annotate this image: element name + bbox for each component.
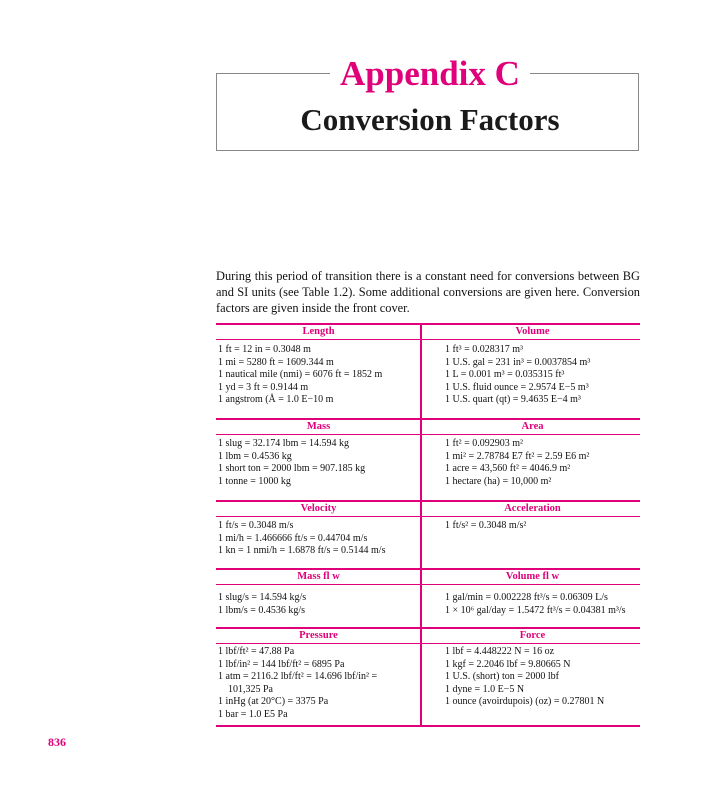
conversion-row: 1 short ton = 2000 lbm = 907.185 kg xyxy=(218,463,366,474)
appendix-label: Appendix C xyxy=(330,54,530,94)
conversion-row: 1 tonne = 1000 kg xyxy=(218,475,291,487)
conversion-row: 1 nautical mile (nmi) = 6076 ft = 1852 m xyxy=(218,369,383,380)
conversion-row: 1 mi/h = 1.466666 ft/s = 0.44704 m/s xyxy=(218,532,368,544)
length-conversions xyxy=(218,344,382,407)
conversion-row: 1 bar = 1.0 E5 Pa xyxy=(218,708,288,720)
conversion-row: 1 × 10⁶ gal/day = 1.5472 ft³/s = 0.04381 m³/s xyxy=(445,604,626,616)
conversion-row: 1 lbm/s = 0.4536 kg/s xyxy=(218,604,306,616)
column-divider xyxy=(420,323,422,726)
conversion-row: 1 acre = 43,560 ft² = 4046.9 m² xyxy=(445,463,571,474)
conversion-row: 1 U.S. (short) ton = 2000 lbf xyxy=(445,671,559,682)
heading-mass: Mass xyxy=(306,421,331,432)
conversion-row: 1 ounce (avoirdupois) (oz) = 0.27801 N xyxy=(445,696,605,707)
conversion-row: 1 U.S. gal = 231 in³ = 0.0037854 m³ xyxy=(445,356,591,368)
conversion-row: 1 ft³ = 0.028317 m³ xyxy=(445,344,524,355)
conversion-row: 1 kgf = 2.2046 lbf = 9.80665 N xyxy=(445,658,571,670)
table-bottom-rule xyxy=(216,725,640,727)
heading-force: Force xyxy=(519,630,546,641)
heading-mass-flow: Mass fl w xyxy=(297,571,340,582)
conversion-row: 1 slug = 32.174 lbm = 14.594 kg xyxy=(218,438,350,449)
force-conversions xyxy=(445,646,604,709)
velocity-conversions xyxy=(218,520,385,558)
acceleration-conversions xyxy=(445,520,526,533)
conversion-row: 1 dyne = 1.0 E−5 N xyxy=(445,683,525,695)
section-header-length-volume xyxy=(216,323,640,340)
heading-length: Length xyxy=(302,326,335,337)
mass-conversions xyxy=(218,438,365,488)
heading-volume: Volume xyxy=(515,326,550,337)
volume-flow-conversions xyxy=(445,592,626,617)
conversion-row: 1 ft/s = 0.3048 m/s xyxy=(218,520,294,531)
conversion-row: 1 U.S. quart (qt) = 9.4635 E−4 m³ xyxy=(445,394,581,405)
heading-area: Area xyxy=(521,421,544,432)
conversion-row: 1 lbf/ft² = 47.88 Pa xyxy=(218,646,295,657)
mass-flow-conversions xyxy=(218,592,306,617)
intro-paragraph: During this period of transition there is a constant need for conversions between BG and SI units (see Table 1.2). Some additional conversions are given here. Conversion factors are given inside the front cover. xyxy=(216,269,640,315)
conversion-row: 1 ft/s² = 0.3048 m/s² xyxy=(445,520,527,531)
conversion-row: 1 ft = 12 in = 0.3048 m xyxy=(218,344,311,355)
conversion-row: 1 lbf/in² = 144 lbf/ft² = 6895 Pa xyxy=(218,658,345,670)
conversion-row: 1 lbm = 0.4536 kg xyxy=(218,450,292,462)
heading-pressure: Pressure xyxy=(299,630,338,641)
conversion-row: 1 L = 0.001 m³ = 0.035315 ft³ xyxy=(445,369,565,380)
page-number: 836 xyxy=(48,735,66,749)
conversion-row: 1 U.S. fluid ounce = 2.9574 E−5 m³ xyxy=(445,381,589,393)
conversion-row: 1 atm = 2116.2 lbf/ft² = 14.696 lbf/in² = xyxy=(218,671,378,682)
section-header-massflow-volumeflow xyxy=(216,568,640,585)
volume-conversions xyxy=(445,344,590,407)
section-header-velocity-acceleration xyxy=(216,500,640,517)
area-conversions xyxy=(445,438,589,488)
conversion-row: 1 lbf = 4.448222 N = 16 oz xyxy=(445,646,555,657)
conversion-row: 1 ft² = 0.092903 m² xyxy=(445,438,524,449)
heading-volume-flow: Volume fl w xyxy=(505,571,560,582)
page-title: Conversion Factors xyxy=(300,102,560,137)
conversion-row: 1 hectare (ha) = 10,000 m² xyxy=(445,475,552,487)
conversion-row: 1 angstrom (Å = 1.0 E−10 m xyxy=(218,394,334,405)
section-header-mass-area xyxy=(216,418,640,435)
conversion-row: 1 gal/min = 0.002228 ft³/s = 0.06309 L/s xyxy=(445,592,608,603)
heading-acceleration: Acceleration xyxy=(504,503,561,514)
conversion-row: 1 inHg (at 20°C) = 3375 Pa xyxy=(218,696,329,707)
heading-velocity: Velocity xyxy=(300,503,337,514)
conversion-row: 1 mi² = 2.78784 E7 ft² = 2.59 E6 m² xyxy=(445,450,590,462)
conversion-row: 1 slug/s = 14.594 kg/s xyxy=(218,592,307,603)
conversion-row: 1 mi = 5280 ft = 1609.344 m xyxy=(218,356,334,368)
conversion-row: 1 yd = 3 ft = 0.9144 m xyxy=(218,381,309,393)
pressure-conversions xyxy=(218,646,377,721)
section-header-pressure-force xyxy=(216,627,640,644)
conversion-row: 101,325 Pa xyxy=(228,683,273,695)
conversion-row: 1 kn = 1 nmi/h = 1.6878 ft/s = 0.5144 m/s xyxy=(218,545,386,556)
